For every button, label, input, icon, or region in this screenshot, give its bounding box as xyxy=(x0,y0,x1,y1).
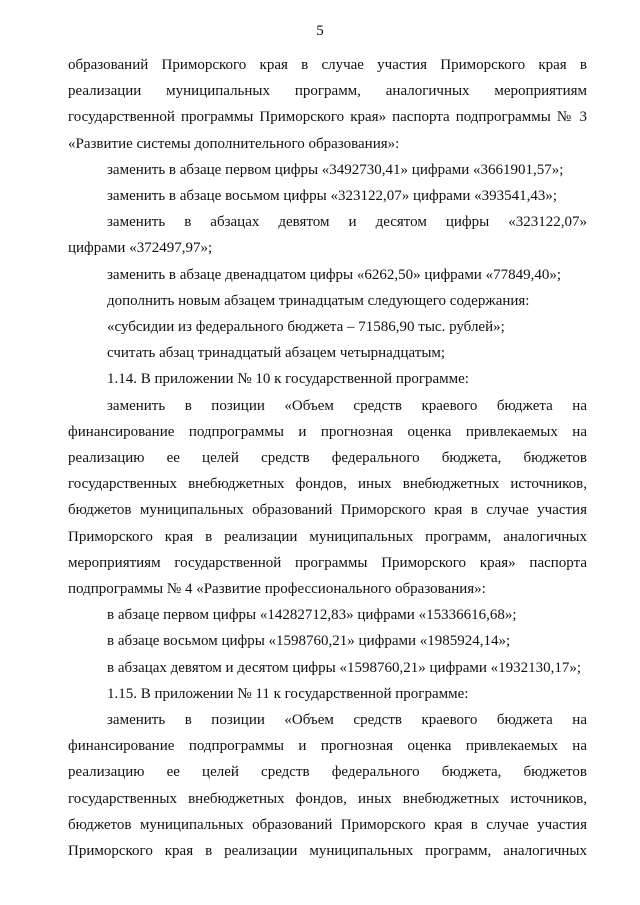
text-line: в абзаце первом цифры «14282712,83» цифрами «15336616,68»; xyxy=(107,607,517,624)
page-number: 5 xyxy=(316,23,324,39)
text-line: заменить в абзаце первом цифры «3492730,41» цифрами «3661901,57»; xyxy=(107,161,564,178)
text-line: государственной программы Приморского края» паспорта подпрограммы № 3 xyxy=(68,109,587,126)
text-line: бюджетов муниципальных образований Приморского края в случае участия xyxy=(68,816,587,833)
text-line: «Развитие системы дополнительного образования»: xyxy=(68,135,400,152)
text-line: Приморского края в реализации муниципальных программ, аналогичных xyxy=(68,528,587,545)
text-line: бюджетов муниципальных образований Приморского края в случае участия xyxy=(68,502,587,519)
text-line: заменить в позиции «Объем средств краевого бюджета на xyxy=(107,397,587,414)
text-line: образований Приморского края в случае участия Приморского края в xyxy=(68,57,587,73)
text-line: реализацию ее целей средств федерального бюджета, бюджетов xyxy=(68,764,587,781)
text-line: в абзацах девятом и десятом цифры «1598760,21» цифрами «1932130,17»; xyxy=(107,659,582,676)
text-line: реализацию ее целей средств федерального бюджета, бюджетов xyxy=(68,450,587,466)
text-line: 1.14. В приложении № 10 к государственной программе: xyxy=(107,371,469,388)
text-line: государственных внебюджетных фондов, иных внебюджетных источников, xyxy=(68,476,587,493)
text-line: мероприятиям государственной программы Приморского края» паспорта xyxy=(68,554,587,571)
text-line: дополнить новым абзацем тринадцатым следующего содержания: xyxy=(107,292,530,309)
text-line: заменить в позиции «Объем средств краевого бюджета на xyxy=(107,712,587,728)
text-line: 1.15. В приложении № 11 к государственной программе: xyxy=(107,685,469,702)
text-line: считать абзац тринадцатый абзацем четырнадцатым; xyxy=(107,345,446,362)
text-line: заменить в абзацах девятом и десятом цифры «323122,07» xyxy=(107,214,587,231)
text-line: цифрами «372497,97»; xyxy=(68,240,213,257)
text-line: заменить в абзаце восьмом цифры «323122,07» цифрами «393541,43»; xyxy=(107,188,558,204)
text-line: «субсидии из федерального бюджета – 71586,90 тыс. рублей»; xyxy=(107,319,505,335)
text-line: государственных внебюджетных фондов, иных внебюджетных источников, xyxy=(68,790,587,807)
text-line: заменить в абзаце двенадцатом цифры «6262,50» цифрами «77849,40»; xyxy=(107,266,562,283)
text-line: подпрограммы № 4 «Развитие профессионального образования»: xyxy=(68,581,486,597)
text-line: финансирование подпрограммы и прогнозная оценка привлекаемых на xyxy=(68,423,587,440)
text-line: Приморского края в реализации муниципальных программ, аналогичных xyxy=(68,843,587,859)
text-line: финансирование подпрограммы и прогнозная оценка привлекаемых на xyxy=(68,738,587,755)
text-line: в абзаце восьмом цифры «1598760,21» цифрами «1985924,14»; xyxy=(107,633,511,650)
text-line: реализации муниципальных программ, аналогичных мероприятиям xyxy=(68,83,587,100)
